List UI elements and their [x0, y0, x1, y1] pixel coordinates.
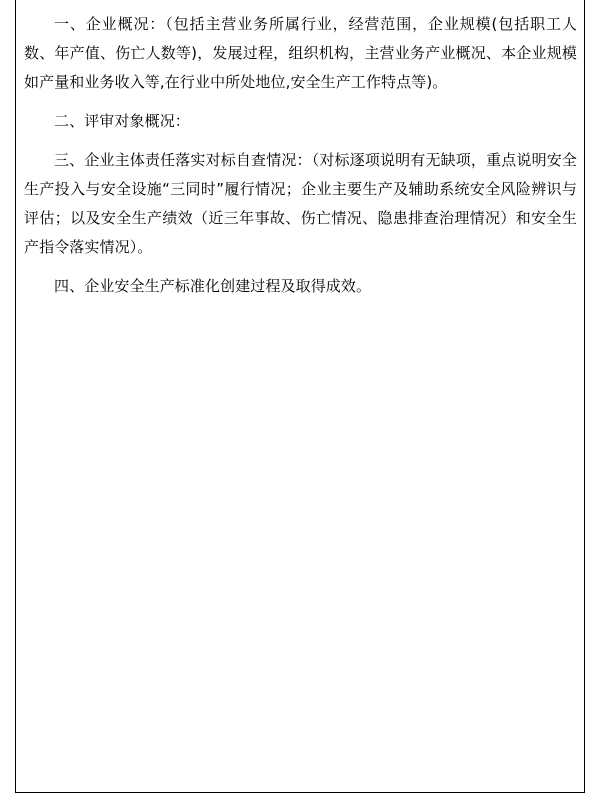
paragraph-review-object-overview: 二、评审对象概况： — [54, 112, 190, 130]
document-body — [24, 10, 577, 311]
paragraph-standardization-results: 四、企业安全生产标准化创建过程及取得成效。 — [54, 277, 372, 295]
paragraph-enterprise-overview: 一、企业概况：（包括主营业务所属行业，经营范围，企业规模(包括职工人数、年产值、伤亡人数等)，发展过程，组织机构，主营业务产业概况、本企业规模如产量和业务收入等,在行业中所处地位,安全生产工作特点等)。 — [24, 15, 577, 91]
paragraph-self-inspection: 三、企业主体责任落实对标自查情况：（对标逐项说明有无缺项，重点说明安全生产投入与安全设施“三同时”履行情况；企业主要生产及辅助系统安全风险辨识与评估；以及安全生产绩效（近三年事故、伤亡情况、隐患排查治理情况）和安全生产指令落实情况）。 — [24, 151, 577, 256]
